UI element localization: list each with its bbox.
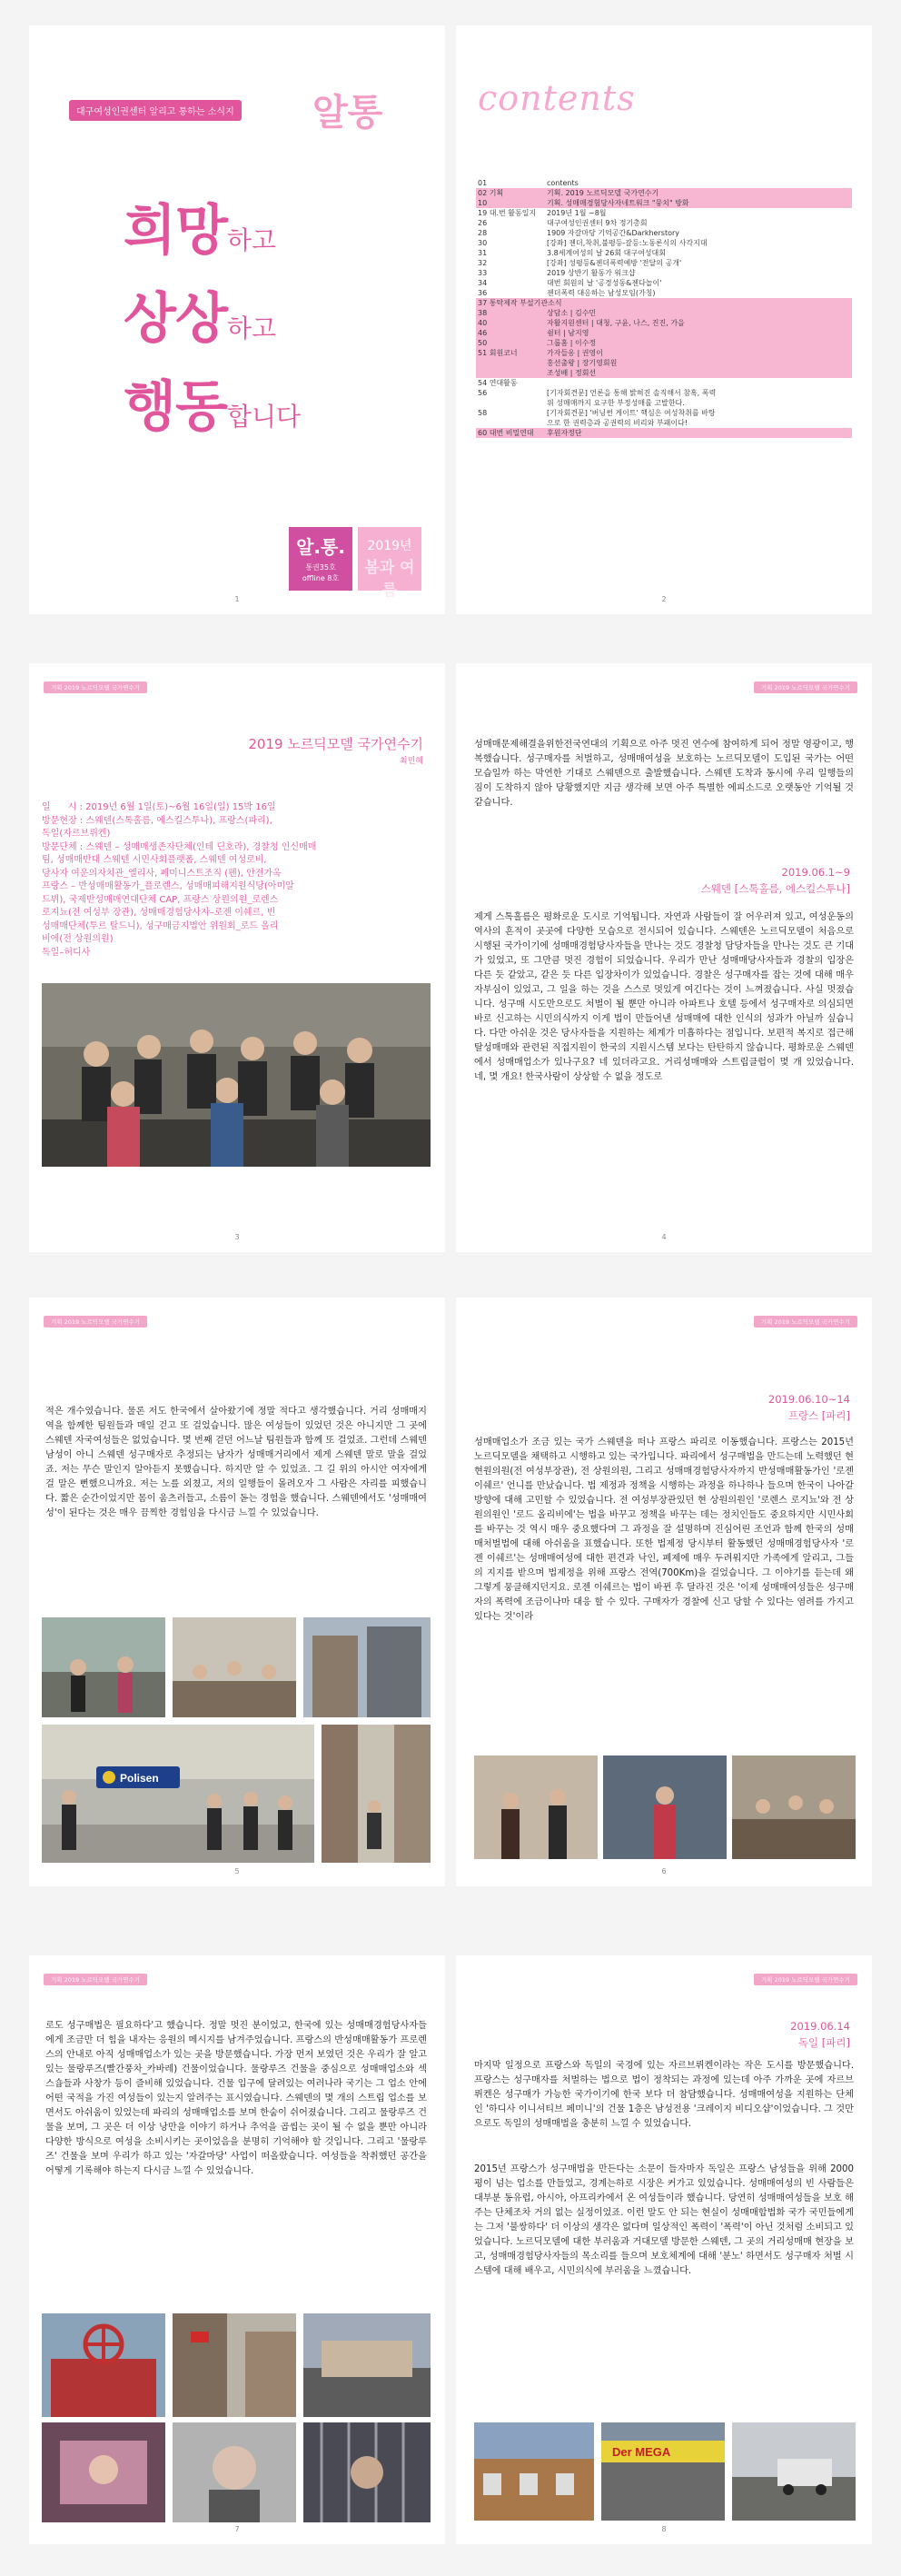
table-of-contents <box>476 178 852 438</box>
year-text: 2019년 <box>367 539 412 553</box>
toc-page-number: 34 <box>478 279 488 287</box>
trip-info-line: 비에(전 상원의원) <box>42 934 114 944</box>
article-title: 2019 노르딕모델 국가연수기 <box>248 736 423 752</box>
toc-page-number: 51 회원코너 <box>478 349 518 357</box>
trip-info-line: 방문단체 : 스웨덴 – 성매매생존자단체(인테 딘호라), 경찰청 인신매매 <box>42 841 317 852</box>
headline-word-1: 희망 <box>124 199 227 263</box>
year-badge <box>358 527 421 600</box>
sweden-continued-paragraph: 적은 개수였습니다. 물론 저도 한국에서 살아왔기에 정말 적다고 생각했습니다. 거리 성매매지역을 함께한 팀원들과 매일 걷고 또 걸었습니다. 많은 여성들이 있었던 것은 아니지만 그 곳에 스웨덴 자국여성들은 없었습니다. 몇 번째 걷던 어느날 팀원들과 함께 또 걸었죠. 그런데 스웨덴 남성이 아니 스웨덴 성구매자로 추정되는 남자가 성매매거리에서 제게 스웨덴 말로 말을 걸었죠. 저는 무슨 말인지 알아듣지 못했습니다. 하지만 알 수 있었죠. 그 길 위의 아시안 여자에게 걸 말은 뻔했으니까요. 저는 노를 외쳤고, 저의 일행들이 몰려오자 그 사람은 자리를 피했습니다. 짧은 순간이었지만 몸이 움츠러들고, 소름이 돋는 경험을 했습니다. 스웨덴에서도 '성매매여성'이 된다는 것은 매우 끔찍한 경험임을 다시금 느낄 수 있었습니다. <box>45 1407 427 1518</box>
section-tag: 기획 2019 노르딕모델 국가연수기 <box>44 1316 147 1328</box>
trip-info-line: 로지뇨(전 여성부 장관), 성매매경험당사자–로젠 이쉐르, 빈 <box>42 908 276 918</box>
toc-entry-title: 홍선출왕 | 장기영회원 <box>547 359 618 367</box>
section-tag: 기획 2019 노르딕모델 국가연수기 <box>754 1974 857 1985</box>
issue-badge <box>289 527 352 591</box>
toc-entry-title <box>545 298 852 308</box>
toc-row <box>476 318 852 328</box>
page-number: 8 <box>661 2525 667 2533</box>
trip-info-line: 팀, 성매매반대 스웨덴 시민사회플랫폼, 스웨덴 여성로비, <box>42 855 267 865</box>
sweden-street-photo-2 <box>322 1725 431 1863</box>
page-number: 3 <box>234 1233 240 1241</box>
toc-entry-title: 자활지원센터 | 대청, 구윤, 나스, 진진, 가을 <box>547 319 685 327</box>
badge-title: 알.통. <box>296 536 345 558</box>
toc-entry-title <box>545 378 852 388</box>
toc-page-number: 58 <box>478 409 488 417</box>
toc-row <box>476 358 852 368</box>
toc-row <box>476 238 852 248</box>
france-meeting-photo-1 <box>474 1755 598 1859</box>
polis-sign-text: Polisen <box>120 1772 159 1785</box>
paris-shop-photo-2 <box>173 2422 296 2522</box>
toc-entry-title: 대번 회원의 날 '공경성동&젠다놀이' <box>547 279 662 287</box>
toc-page-number <box>476 368 545 378</box>
trip-info <box>42 801 432 960</box>
page-number: 5 <box>234 1867 240 1875</box>
section-tag: 기획 2019 노르딕모델 국가연수기 <box>44 681 147 693</box>
toc-row <box>476 208 852 218</box>
toc-entry-title: 후원자정단 <box>547 429 582 437</box>
germany-street-photo-2 <box>732 2422 856 2521</box>
sweden-paragraph: 제게 스톡홀름은 평화로운 도시로 기억됩니다. 자연과 사람들이 잘 어우러져 있고, 여성운동의 역사의 흔적이 곳곳에 다양한 모습으로 전시되어 있습니다. 스웨덴은 노르딕모델이 처음으로 시행된 국가이기에 성매매경험당사자들을 만나는 것도 경찰청 담당자들을 만나는 것도 큰 기대가 있었고, 또 그만큼 멋진 경험이 되었습니다. 우리가 만난 성매매당사자들과 경찰의 입장은 다른 듯 같았고, 같은 듯 다른 입장차이가 있었습니다. 경찰은 성구매자를 잡는 것에 대해 매우 자부심이 있었고, 그 일을 하는 것을 스스로 멋있게 여긴다는 것이 느껴졌습니다. 사실 멋졌습니다. 성구매 시도만으로도 처벌이 될 뿐만 아니라 아파트나 호텔 등에서 성구매자로 의심되면 바로 신고하는 시민의식까지 이게 법이 만들어낸 성매매에 대한 인식의 성과가 아닐까 싶습니다. 다만 아쉬운 것은 당사자들을 지원하는 체계가 미흡하다는 점입니다. 보편적 복지로 접근해 탈성매매와 관련된 직접지원이 한국의 지원시스템 보다는 탄탄하지 않습니다. 평화로운 스웨덴에서 성매매업소가 있나구요? 네 있더라고요. 거리성매매와 스트립클럽이 몇 개 있었습니다. 네, 몇 개요! 한국사람이 상상할 수 없을 정도로 <box>474 912 854 1082</box>
toc-page-number: 38 <box>478 309 488 317</box>
toc-page-number: 28 <box>478 229 488 237</box>
toc-entry-title: [강좌] 젠더,착취,불평등-갈등:노동론식의 사각지대 <box>547 239 708 247</box>
trip-info-line: 성매매단체(투르 탈드니), 성구매금지법안 위원회_로드 올리 <box>42 920 279 931</box>
org-banner: 대구여성인권센터 알리고 통하는 소식지 <box>69 100 242 121</box>
toc-row <box>476 188 852 198</box>
toc-entry-title: 상담소 | 김수민 <box>547 309 597 317</box>
paris-shop-photo-3 <box>303 2422 431 2522</box>
headline-suffix-3: 합니다 <box>226 402 302 432</box>
article-author: 최민혜 <box>399 757 423 766</box>
toc-row <box>476 348 852 358</box>
shop-sign-text: Der MEGA <box>612 2445 671 2459</box>
toc-row <box>476 388 852 398</box>
toc-page-number: 46 <box>478 329 488 337</box>
germany-shop-photo <box>601 2422 725 2521</box>
toc-row <box>476 178 852 188</box>
toc-entry-title: 가자들옹 | 권영이 <box>547 349 603 357</box>
toc-page-number: 31 <box>478 249 488 257</box>
trip-info-line: 일 시 : 2019년 6월 1일(토)~6월 16일(일) 15박 16일 <box>42 802 276 812</box>
toc-entry-title: 조성배 | 정회선 <box>547 369 597 377</box>
toc-entry-title: 1909 자갈마당 기억공간&Darkherstory <box>547 229 679 237</box>
toc-entry-title: contents <box>547 179 579 187</box>
sweden-meeting-photo <box>173 1617 296 1717</box>
trip-info-line: 프랑스 – 반성매매활동가_플로렌스, 성매매피해지원식당(아미알 <box>42 881 294 891</box>
altong-logo: 알통 <box>312 92 383 134</box>
page-5-sweden-cont <box>29 1298 445 1886</box>
toc-entry-title: 대구여성인권센터 9차 정기총회 <box>547 219 648 227</box>
page-2-contents <box>456 25 872 614</box>
toc-page-number: 19 대.번 활동일지 <box>478 209 537 217</box>
toc-entry-title: 2019 상반기 활동가 워크샵 <box>547 269 636 277</box>
toc-row <box>476 218 852 228</box>
section-tag: 기획 2019 노르딕모델 국가연수기 <box>44 1974 147 1985</box>
page-number: 7 <box>234 2525 240 2533</box>
toc-row <box>476 198 852 208</box>
toc-row <box>476 298 852 308</box>
toc-entry-title: 젠더폭력 대응하는 남성모임(가칭) <box>547 289 656 297</box>
toc-row <box>476 258 852 268</box>
toc-entry-title: 3.8세계여성의 날 26회 대구여성대회 <box>547 249 666 257</box>
page-8-germany <box>456 1955 872 2544</box>
toc-row <box>476 338 852 348</box>
toc-entry-title: 2019년 1월 ~8월 <box>547 209 607 217</box>
france-continued-paragraph: 로도 성구매법은 필요하다'고 했습니다. 정말 멋진 분이었고, 한국에 있는 성매매경험당사자들에게 조금만 더 힘을 내자는 응원의 메시지를 남겨주었습니다. 프랑스의 반성매매활동가 프로렌스의 안내로 아직 성매매업소가 있는 곳을 방문했습니다. 가장 먼저 보였던 것은 우리가 잘 알고 있는 물랑루즈(빨간풍차_카바레) 건물이었습니다. 물랑루즈 건물을 중심으로 성매매업소와 섹스숍들과 사창가 등이 즐비해 있었습니다. 건물 입구에 달려있는 여러나라 국기는 그 업소 안에 어떤 국적을 가진 여성들이 있는지 알려주는 표시였습니다. 스웨덴의 몇 개의 스트립 업소를 보면서도 아쉬움이 있었는데 파리의 성매매업소를 보며 한숨이 쉬어졌습니다. 그리고 물랑루즈 건물을 보며, 그 곳은 더 이상 낭만을 이야기 하거나 추억을 곱씹는 곳이 될 수 없을 뿐만 아니라 다양한 방식으로 여성을 소비시키는 곳이었음을 분명히 기억해야 할 것입니다. 그리고 '물랑루즈' 건물을 보며 우리가 하고 있는 '자갈마당' 사업이 떠올랐습니다. 여성들을 착취했던 공간을 어떻게 기록해야 하는지 다시금 느낄 수 있었습니다. <box>45 2021 427 2176</box>
toc-page-number: 33 <box>478 269 488 277</box>
section-tag: 기획 2019 노르딕모델 국가연수기 <box>754 681 857 693</box>
section-place: 스웨덴 [스톡홀름, 에스킬스투나] <box>700 882 850 895</box>
page-number: 1 <box>234 595 240 603</box>
toc-page-number: 40 <box>478 319 488 327</box>
section-date: 2019.06.10~14 <box>767 1393 850 1406</box>
paris-shop-photo-1 <box>42 2422 165 2522</box>
france-paragraph: 성매매업소가 조금 있는 국가 스웨덴을 떠나 프랑스 파리로 이동했습니다. 프랑스는 2015년 노르딕모델을 채택하고 시행하고 있는 국가입니다. 파리에서 성구매법을 만드는데 노력했던 현 현원의원(전 여성부장관), 전 상원의원, 그리고 성매매경험당사자까지 반성매매활동가인 '로젠 이쉐르' 언니를 만났습니다. 법 제정과 정책을 시행하는 과정을 하나하나 들으며 한국이 나아갈 방향에 대해 고민할 수 있었습니다. 전 여성부장관있던 현 상원의원인 '로렌스 로지뇨'와 전 상원의원인 '로드 올리비에'는 법을 바꾸고 정책을 바꾸는 데는 정치인들도 중요하지만 시민사회를 바꾸는 것 역시 매우 중요했다며 그 과정을 잘 설명하며 진심어린 조언과 함께 한국의 성매매처벌법에 대해 아쉬움을 표했습니다. 또한 법제정 당시부터 활동했던 성매매경험당사자 '로젠 이쉐르'는 성매매여성에 대한 편견과 낙인, 폐제에 매우 두려워지만 가족에게 알리고, 그들의 지지를 받으며 법제정을 위해 프랑스 전역(700Km)을 걸었습니다. 그 이야기를 듣는데 왜 그렇게 뭉클해지던지요. 로젠 이쉐르는 법이 바뀐 후 달라진 것은 '이제 성매매여성들은 성구매자의 폭력에 조금이나마 대응 할 수 있다. 구매자가 경찰에 신고 당할 수 있다는 염려를 가지고 있다는 것'이라 <box>474 1437 854 1622</box>
season-text: 봄과 여름 <box>364 559 415 600</box>
toc-page-number: 50 <box>478 339 488 347</box>
toc-page-number: 36 <box>478 289 488 297</box>
group-photo <box>42 983 431 1167</box>
toc-page-number: 10 <box>478 199 488 207</box>
toc-row <box>476 328 852 338</box>
toc-row <box>476 248 852 258</box>
section-place: 프랑스 [파리] <box>787 1409 850 1422</box>
paris-street-photo-2 <box>303 2313 431 2417</box>
sweden-building-photo <box>303 1617 431 1717</box>
police-station-photo <box>42 1725 314 1863</box>
trip-info-line: 당사자 여운의자치관_엘리사, 페미니스트조직 (펜), 안전가옥 <box>42 868 282 879</box>
trip-info-line: 독일–허디사 <box>42 947 91 958</box>
toc-page-number: 26 <box>478 219 488 227</box>
toc-row <box>476 378 852 388</box>
intro-paragraph: 성매매문제해결을위한전국연대의 기획으로 아주 멋진 연수에 참여하게 되어 정말 영광이고, 행복했습니다. 성구매자를 처벌하고, 성매매여성을 보호하는 노르딕모델이 도입된 국가는 어떤 모습일까 하는 막연한 기대로 스웨덴으로 출발했습니다. 스웨덴 도착과 동시에 우리 일행들의 짐이 도착하지 않아 당황했지만 지금 생각해 보면 아주 특별한 에피소드로 오랫동안 기억될 것 같습니다. <box>474 740 854 808</box>
toc-page-number: 54 연대활동 <box>478 379 518 387</box>
germany-street-photo-1 <box>474 2422 594 2521</box>
badge-issue: 통권35호 <box>305 563 336 572</box>
toc-page-number: 56 <box>478 389 488 397</box>
toc-entry-title: 쉼터 | 남지영 <box>547 329 589 337</box>
section-date: 2019.06.14 <box>790 2020 850 2033</box>
france-meeting-photo-3 <box>732 1755 856 1859</box>
sweden-street-photo <box>42 1617 165 1717</box>
contents-title: contents <box>478 78 636 118</box>
germany-paragraph-1: 마지막 일정으로 프랑스와 독일의 국경에 있는 자르브뤼켄이라는 작은 도시를 방문했습니다. 프랑스는 성구매자를 처벌하는 법으로 법이 정착되는 과정에 있는데 아주 가까운 곳에 자르브뤼켄은 성구매가 가능한 국가이기에 한국 보다 더 참담했습니다. 성매매여성을 지원하는 단체인 '하디사 이니셔티브 페미니'의 건물 1층은 남성전용 '크레이지 비디오샵'이었습니다. 그 것만으로도 독일의 성매매법을 충분히 느낄 수 있었습니다. <box>474 2061 854 2129</box>
section-tag: 기획 2019 노르딕모델 국가연수기 <box>754 1316 857 1328</box>
cover-headline <box>124 194 301 458</box>
toc-row <box>476 308 852 318</box>
toc-row <box>476 418 852 428</box>
toc-page-number: 30 <box>478 239 488 247</box>
section-place: 독일 [파리] <box>797 2036 850 2049</box>
page-7-france-cont <box>29 1955 445 2544</box>
toc-entry-title: [기자회견문] 언론을 통해 밝혀진 솔직해서 참혹, 폭력 <box>547 389 717 397</box>
toc-page-number: 02 기획 <box>478 189 504 197</box>
trip-info-line: 드뷔), 국제반성매매연대단체 CAP, 프랑스 상원의원_로렌스 <box>42 894 279 905</box>
toc-entry-title: 기획. 2019 노르딕모델 국가연수기 <box>547 189 659 197</box>
page-4-sweden <box>456 663 872 1252</box>
page-number: 6 <box>661 1867 667 1875</box>
paris-street-photo-1 <box>173 2313 296 2417</box>
page-6-france <box>456 1298 872 1886</box>
germany-paragraph-2: 2015년 프랑스가 성구매법을 만든다는 소문이 들자마자 독일은 프랑스 남성들을 위해 2000평이 넘는 업소를 만들었고, 경계는하로 시장은 커가고 있었습니다. 성매매여성의 빈 사람들은 대부분 동유럽, 아시아, 아프리카에서 온 여성들이라 했습니다. 당연히 성매매여성들을 보호 해 주는 단체조차 거의 없는 실정이었죠. 이런 말도 안 되는 현실이 성매매합법화 국가 국민들에게는 그저 '불쌍하다' 더 이상의 생각은 없다며 일상적인 폭력이 '폭력'이 아닌 것처럼 소비되고 있었습니다. 노르딕모델에 대한 부러움과 거대모델 방문한 스웨덴, 그 곳의 거리성매매 현장을 보고, 성매매경험당사자들의 목소리를 들으며 보호체계에 대해 '분노' 하면서도 성구매자 처벌 시스템에 대해 배우고, 시민의식에 부러움을 느꼈습니다. <box>474 2164 854 2276</box>
toc-entry-title: 그룹홈 | 이수정 <box>547 339 597 347</box>
page-3-article-title <box>29 663 445 1252</box>
headline-suffix-2: 하고 <box>226 313 277 343</box>
toc-row <box>476 268 852 278</box>
toc-page-number <box>476 418 545 428</box>
toc-page-number: 01 <box>478 179 488 187</box>
toc-entry-title: [기자회견문] '버닝썬 게이트' 핵심은 여성착취를 바탕 <box>547 409 716 417</box>
trip-info-line: 독일(자르브뤼켄) <box>42 829 111 839</box>
toc-entry-title: 위 성매매까지 요구한 부정성매를 고발한다. <box>547 399 685 407</box>
toc-entry-title: [강좌] 성평등&젠더폭력예방 '전달의 공개' <box>547 259 682 267</box>
toc-row <box>476 428 852 438</box>
toc-entry-title: 기획. 성매매경험당사자네트워크 "뭉치" 방화 <box>547 199 689 207</box>
france-meeting-photo-2 <box>603 1755 727 1859</box>
toc-page-number: 60 대번 비밀연대 <box>478 429 534 437</box>
badge-edition: offline 8호 <box>302 574 340 582</box>
toc-page-number <box>476 358 545 368</box>
toc-row <box>476 368 852 378</box>
headline-word-3: 행동 <box>124 375 227 439</box>
trip-info-line: 방문현장 : 스웨덴(스톡홀름, 에스킬스투나), 프랑스(파리), <box>42 815 272 826</box>
page-number: 4 <box>661 1233 667 1241</box>
toc-entry-title: 으로 한 권력층과 공권력의 비리와 부패이다! <box>547 419 688 427</box>
toc-page-number <box>476 398 545 408</box>
headline-word-2: 상상 <box>124 287 227 351</box>
page-1-cover <box>29 25 445 614</box>
section-date: 2019.06.1~9 <box>781 866 850 879</box>
toc-row <box>476 278 852 288</box>
toc-row <box>476 228 852 238</box>
moulin-rouge-photo <box>42 2313 165 2417</box>
toc-row <box>476 288 852 298</box>
page-number: 2 <box>661 595 667 603</box>
toc-page-number: 32 <box>478 259 488 267</box>
headline-suffix-1: 하고 <box>226 225 277 255</box>
toc-row <box>476 398 852 408</box>
toc-page-number: 37 통탁제작 부설기관소식 <box>478 299 562 307</box>
toc-row <box>476 408 852 418</box>
